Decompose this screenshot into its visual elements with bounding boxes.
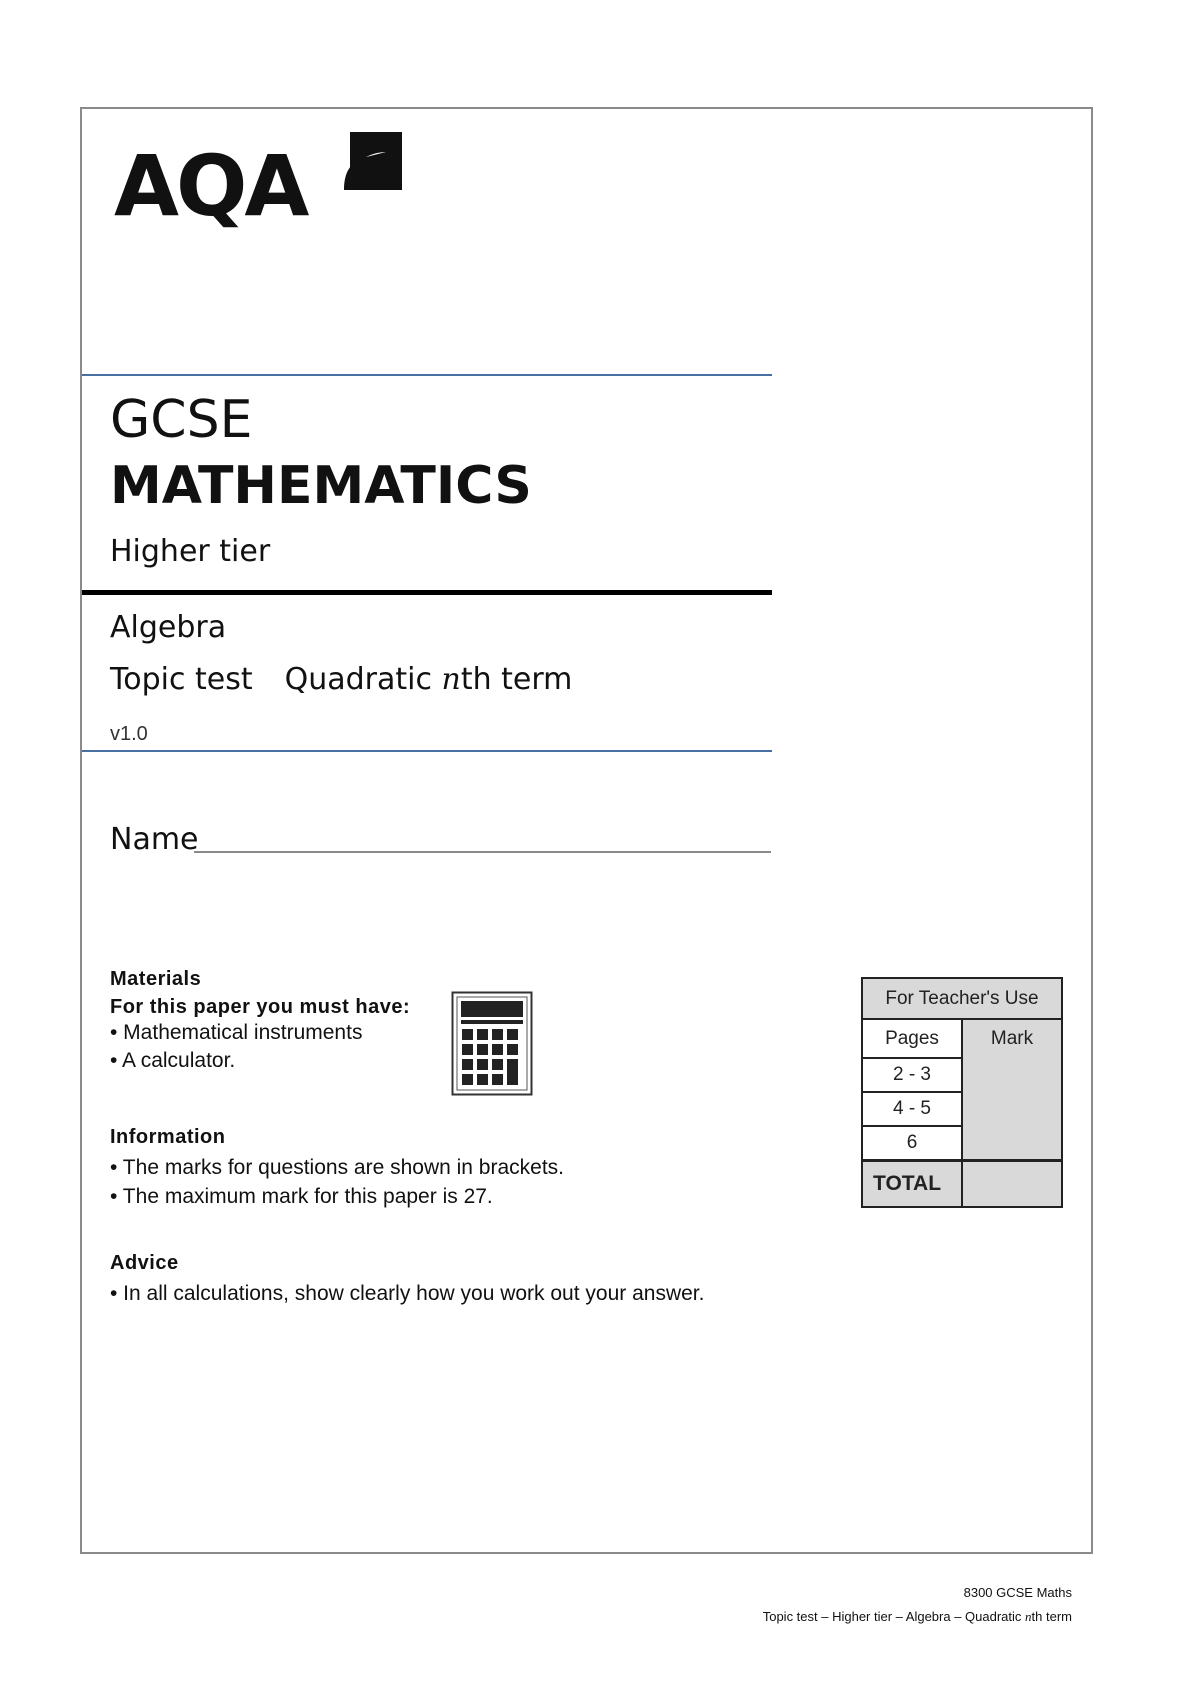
divider-thick xyxy=(82,590,772,595)
information-section xyxy=(110,1126,564,1209)
pages-row: 6 xyxy=(862,1126,962,1161)
advice-section xyxy=(110,1252,704,1306)
topic-name-pre: Quadratic xyxy=(284,662,442,697)
information-item: • The marks for questions are shown in brackets. xyxy=(110,1156,565,1179)
teacher-use-table xyxy=(861,977,1063,1208)
logo-text: AQA xyxy=(114,137,307,235)
pages-row: 2 - 3 xyxy=(862,1058,962,1092)
advice-heading: Advice xyxy=(110,1252,179,1274)
footer-title-post: th term xyxy=(1031,1609,1072,1624)
divider-top xyxy=(82,374,772,376)
page-border xyxy=(80,107,1093,1554)
materials-heading: Materials xyxy=(110,968,202,990)
name-label: Name xyxy=(110,822,199,857)
subject-title: MATHEMATICS xyxy=(110,456,532,516)
topic-label: Topic test xyxy=(110,662,253,697)
topic-title xyxy=(110,662,572,697)
total-mark-cell[interactable] xyxy=(962,1161,1062,1208)
mark-column: Mark xyxy=(962,1019,1062,1161)
tier-label: Higher tier xyxy=(110,534,271,569)
footer-title-n: n xyxy=(1025,1609,1032,1624)
name-input-line[interactable] xyxy=(194,851,771,853)
divider-bottom xyxy=(82,750,772,752)
materials-section xyxy=(110,968,410,1073)
pages-column-header: Pages xyxy=(862,1019,962,1058)
footer-title-pre: Topic test – Higher tier – Algebra – Quadratic xyxy=(762,1609,1026,1624)
materials-item: • Mathematical instruments xyxy=(110,1021,363,1044)
teacher-table-header: For Teacher's Use xyxy=(862,978,1062,1019)
calculator-icon xyxy=(451,991,533,1096)
topic-area: Algebra xyxy=(110,610,227,645)
advice-item: • In all calculations, show clearly how you work out your answer. xyxy=(110,1282,705,1305)
materials-subheading: For this paper you must have: xyxy=(110,996,411,1018)
information-item: • The maximum mark for this paper is 27. xyxy=(110,1185,493,1208)
total-label: TOTAL xyxy=(862,1161,962,1208)
materials-item: • A calculator. xyxy=(110,1049,236,1072)
information-heading: Information xyxy=(110,1126,226,1148)
version-label: v1.0 xyxy=(110,723,148,745)
pages-row: 4 - 5 xyxy=(862,1092,962,1126)
topic-name-post: th term xyxy=(460,662,573,697)
qualification-title: GCSE xyxy=(110,390,253,450)
footer-code: 8300 GCSE Maths xyxy=(963,1585,1072,1600)
aqa-logo-mark-icon xyxy=(342,130,404,192)
footer-title xyxy=(763,1609,1072,1625)
aqa-logo xyxy=(114,130,414,240)
topic-name-n: n xyxy=(441,662,461,697)
